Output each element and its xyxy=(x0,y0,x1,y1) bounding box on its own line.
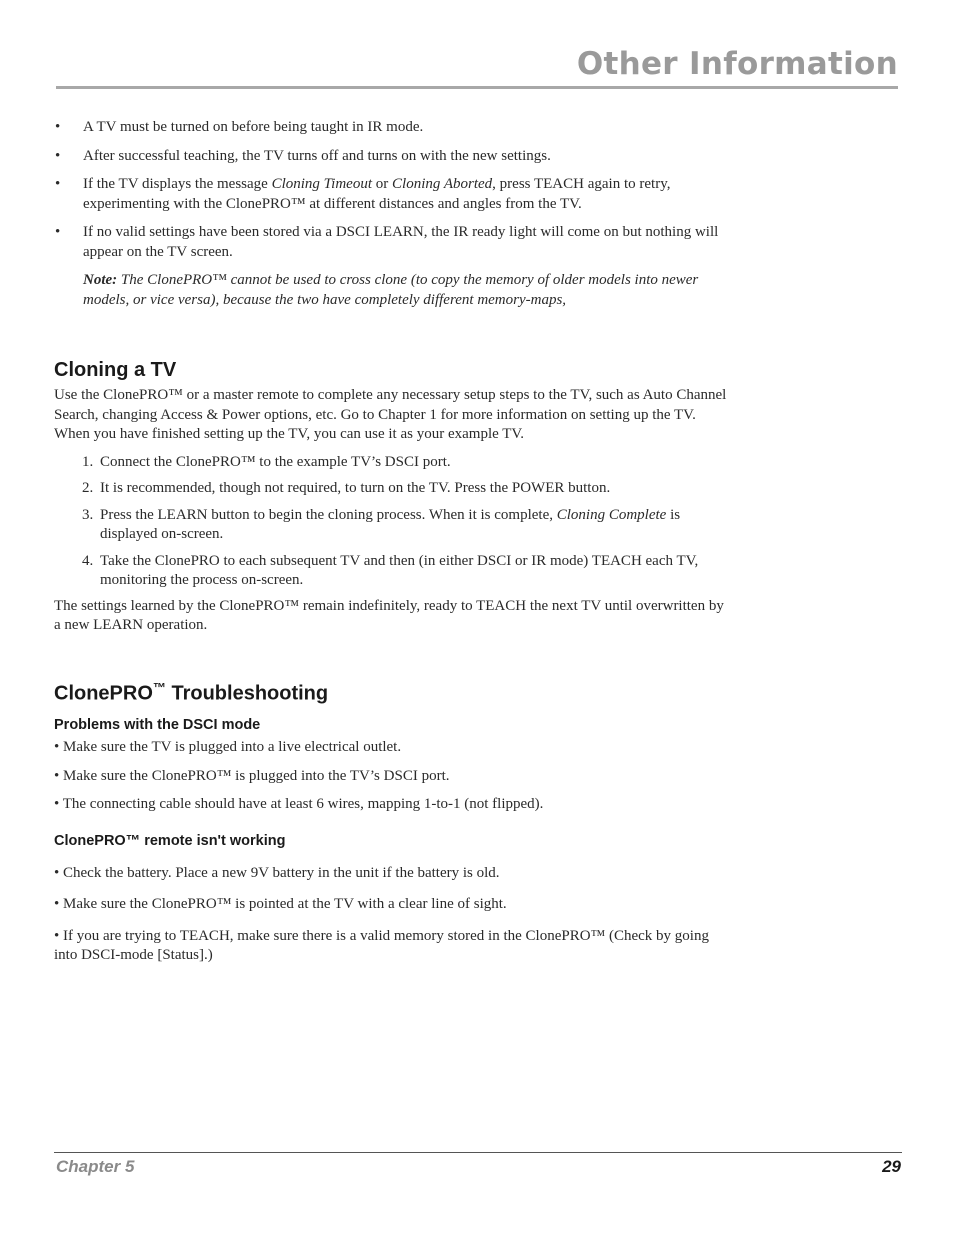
list-item: • If you are trying to TEACH, make sure there is a valid memory stored in the ClonePRO™ (Check by going into DSCI-mode [Status].) xyxy=(54,927,709,964)
message-cloning-complete: Cloning Complete xyxy=(556,506,667,523)
step-item xyxy=(54,506,734,545)
list-item-text: A TV must be turned on before being taught in IR mode. xyxy=(83,119,424,135)
list-item xyxy=(54,175,734,214)
step-number: 3. xyxy=(82,506,94,523)
list-item-text: If no valid settings have been stored via a DSCI LEARN, the IR ready light will come on but nothing will appear on the TV screen. xyxy=(83,224,719,260)
bullet-marker: • xyxy=(55,224,61,240)
title-text: ClonePRO xyxy=(54,682,153,705)
footer-divider xyxy=(54,1152,902,1153)
bullet-marker: • xyxy=(55,176,61,192)
page-number: 29 xyxy=(882,1157,901,1176)
step-text: It is recommended, though not required, to turn on the TV. Press the POWER button. xyxy=(100,480,611,496)
bullet-marker: • xyxy=(55,119,61,135)
subheading-dsci: Problems with the DSCI mode xyxy=(54,717,261,734)
note-paragraph xyxy=(54,271,734,310)
trademark-symbol: ™ xyxy=(152,679,166,695)
subheading-remote: ClonePRO™ remote isn't working xyxy=(54,832,286,849)
list-item: • Make sure the TV is plugged into a live electrical outlet. xyxy=(54,739,402,756)
list-item-text: , press TEACH again to retry, experimenting with the ClonePRO™ at different distances and angles from the TV. xyxy=(83,176,671,212)
cloning-steps xyxy=(54,453,734,591)
message-cloning-timeout: Cloning Timeout xyxy=(271,176,373,192)
step-item xyxy=(54,453,734,473)
title-text: Troubleshooting xyxy=(165,682,329,705)
cloning-intro: Use the ClonePRO™ or a master remote to complete any necessary setup steps to the TV, such as Auto Channel Search, changing Access & Power options, etc. Go to Chapter 1 for more information on setting up the TV. When you have finished setting up the TV, you can use it as your example TV. xyxy=(54,387,727,442)
note-text: The ClonePRO™ cannot be used to cross clone (to copy the memory of older models into newer models, or vice versa), because the two have completely different memory-maps, xyxy=(83,272,699,308)
step-text: Take the ClonePRO to each subsequent TV and then (in either DSCI or IR mode) TEACH each TV, monitoring the process on-screen. xyxy=(100,552,699,588)
remote-problems-list xyxy=(54,864,734,966)
list-item-text: or xyxy=(372,176,393,192)
dsci-problems-list xyxy=(54,738,734,815)
message-cloning-aborted: Cloning Aborted xyxy=(392,176,493,192)
list-item: • Make sure the ClonePRO™ is plugged into the TV’s DSCI port. xyxy=(54,767,450,784)
header-divider xyxy=(56,86,898,89)
step-number: 1. xyxy=(82,453,94,470)
step-number: 2. xyxy=(82,480,94,496)
list-item: • The connecting cable should have at least 6 wires, mapping 1-to-1 (not flipped). xyxy=(54,796,544,813)
chapter-label: Chapter 5 xyxy=(56,1157,135,1176)
list-item xyxy=(54,118,734,138)
list-item: • Check the battery. Place a new 9V battery in the unit if the battery is old. xyxy=(54,864,500,881)
list-item: • Make sure the ClonePRO™ is pointed at the TV with a clear line of sight. xyxy=(54,896,507,913)
page-content xyxy=(54,118,734,975)
section-title-cloning: Cloning a TV xyxy=(54,359,177,381)
step-item xyxy=(54,479,734,499)
step-number: 4. xyxy=(82,552,94,569)
cloning-outro: The settings learned by the ClonePRO™ remain indefinitely, ready to TEACH the next TV until overwritten by a new LEARN operation. xyxy=(54,597,724,633)
bullet-marker: • xyxy=(55,147,61,164)
ir-notes-list xyxy=(54,118,734,262)
page-title: Other Information xyxy=(576,46,898,82)
step-text: is displayed on-screen. xyxy=(100,506,681,542)
step-text: Connect the ClonePRO™ to the example TV’s DSCI port. xyxy=(100,453,451,470)
list-item-text: If the TV displays the message xyxy=(83,176,272,192)
list-item-text: After successful teaching, the TV turns off and turns on with the new settings. xyxy=(83,147,551,164)
list-item xyxy=(54,147,734,167)
section-title-troubleshooting xyxy=(54,676,734,706)
step-text: Press the LEARN button to begin the cloning process. When it is complete, xyxy=(100,506,557,523)
list-item xyxy=(54,223,734,262)
step-item xyxy=(54,552,734,591)
note-label: Note: xyxy=(83,272,118,288)
